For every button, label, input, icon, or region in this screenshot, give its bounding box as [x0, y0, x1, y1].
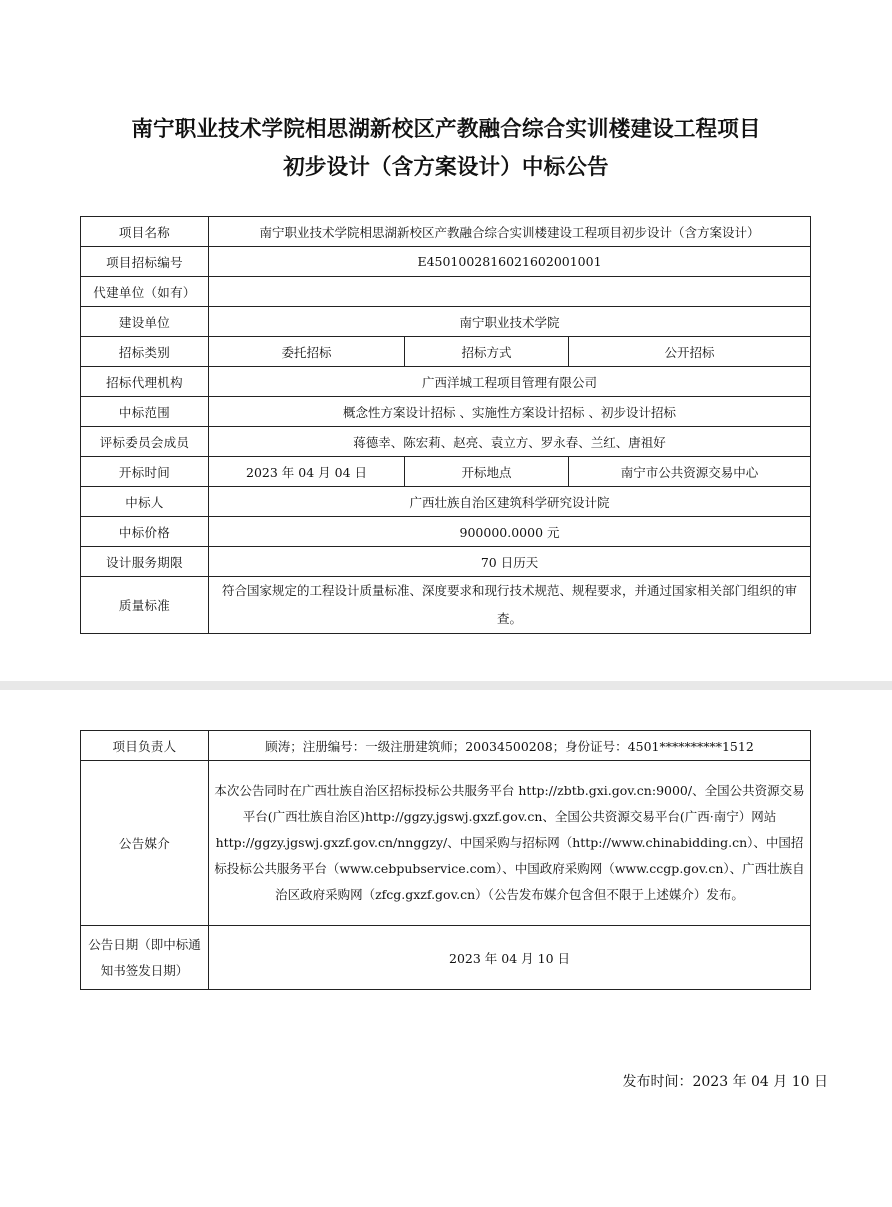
table-row — [81, 577, 811, 634]
table-row — [81, 247, 811, 277]
winner-label: 中标人 — [81, 487, 209, 517]
committee-label: 评标委员会成员 — [81, 427, 209, 457]
notice-date-label: 公告日期（即中标通知书签发日期） — [81, 926, 209, 990]
publish-time: 发布时间：2023 年 04 月 10 日 — [622, 1074, 828, 1090]
bid-method-label: 招标方式 — [405, 337, 569, 367]
manager-label: 项目负责人 — [81, 731, 209, 761]
table-row — [81, 337, 811, 367]
title-line-2: 初步设计（含方案设计）中标公告 — [283, 155, 609, 180]
notice-info-table — [80, 730, 811, 990]
agent-unit-label: 代建单位（如有） — [81, 277, 209, 307]
award-info-table — [80, 216, 811, 634]
table-row — [81, 277, 811, 307]
manager-value: 顾涛；注册编号：一级注册建筑师；20034500208；身份证号：4501**********1512 — [209, 731, 811, 761]
open-time-value: 2023 年 04 月 04 日 — [209, 457, 405, 487]
agency-label: 招标代理机构 — [81, 367, 209, 397]
committee-value: 蒋德幸、陈宏莉、赵亮、袁立方、罗永春、兰红、唐祖好 — [209, 427, 811, 457]
bid-category-label: 招标类别 — [81, 337, 209, 367]
page-separator — [0, 681, 892, 690]
table-row — [81, 547, 811, 577]
open-time-label: 开标时间 — [81, 457, 209, 487]
price-value: 900000.0000 元 — [209, 517, 811, 547]
open-place-value: 南宁市公共资源交易中心 — [569, 457, 811, 487]
winner-value: 广西壮族自治区建筑科学研究设计院 — [209, 487, 811, 517]
table-row — [81, 761, 811, 926]
period-value: 70 日历天 — [209, 547, 811, 577]
table-row — [81, 427, 811, 457]
agency-value: 广西洋城工程项目管理有限公司 — [209, 367, 811, 397]
project-name-label: 项目名称 — [81, 217, 209, 247]
bid-no-value: E4501002816021602001001 — [209, 247, 811, 277]
open-place-label: 开标地点 — [405, 457, 569, 487]
owner-label: 建设单位 — [81, 307, 209, 337]
notice-date-value: 2023 年 04 月 10 日 — [209, 926, 811, 990]
media-label: 公告媒介 — [81, 761, 209, 926]
table-row — [81, 731, 811, 761]
owner-value: 南宁职业技术学院 — [209, 307, 811, 337]
scope-value: 概念性方案设计招标 、实施性方案设计招标 、初步设计招标 — [209, 397, 811, 427]
project-name-value: 南宁职业技术学院相思湖新校区产教融合综合实训楼建设工程项目初步设计（含方案设计） — [209, 217, 811, 247]
bid-category-value: 委托招标 — [209, 337, 405, 367]
table-row — [81, 307, 811, 337]
table-row — [81, 217, 811, 247]
scope-label: 中标范围 — [81, 397, 209, 427]
table-row — [81, 397, 811, 427]
table-row — [81, 487, 811, 517]
period-label: 设计服务期限 — [81, 547, 209, 577]
bid-method-value: 公开招标 — [569, 337, 811, 367]
table-row — [81, 517, 811, 547]
agent-unit-value — [209, 277, 811, 307]
table-row — [81, 926, 811, 990]
bid-no-label: 项目招标编号 — [81, 247, 209, 277]
media-value: 本次公告同时在广西壮族自治区招标投标公共服务平台 http://zbtb.gxi.gov.cn:9000/、全国公共资源交易平台(广西壮族自治区)http://ggzy.jgswj.gxzf.gov.cn、全国公共资源交易平台(广西·南宁）网站 http://ggzy.jgswj.gxzf.gov.cn/nnggzy/、中国采购与招标网（http://www.chinabidding.cn）、中国招标投标公共服务平台（www.cebpubservice.com）、中国政府采购网（www.ccgp.gov.cn）、广西壮族自治区政府采购网（zfcg.gxzf.gov.cn）（公告发布媒介包含但不限于上述媒介）发布。 — [209, 761, 811, 926]
price-label: 中标价格 — [81, 517, 209, 547]
table-row — [81, 367, 811, 397]
quality-value: 符合国家规定的工程设计质量标准、深度要求和现行技术规范、规程要求，并通过国家相关部门组织的审查。 — [209, 577, 811, 634]
title-line-1: 南宁职业技术学院相思湖新校区产教融合综合实训楼建设工程项目 — [131, 117, 761, 142]
table-row — [81, 457, 811, 487]
quality-label: 质量标准 — [81, 577, 209, 634]
